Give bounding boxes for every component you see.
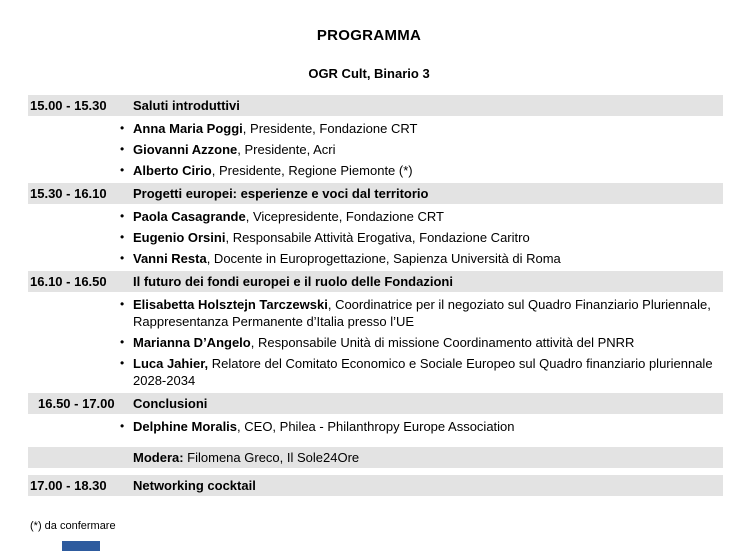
session-title: Saluti introduttivi [133,98,240,113]
program-schedule [28,95,723,496]
session-title: Progetti europei: esperienze e voci dal territorio [133,186,429,201]
session [28,271,723,389]
speaker-item [120,162,723,179]
speaker-list [28,418,723,435]
speaker-name: Alberto Cirio [133,163,212,178]
speaker-name: Paola Casagrande [133,209,246,224]
speaker-item [120,120,723,137]
session-time: 16.50 - 17.00 [38,396,115,411]
speaker-detail: , Responsabile Attività Erogativa, Fondazione Caritro [225,230,530,245]
bullet-icon: • [120,121,125,135]
speaker-name: Marianna D’Angelo [133,335,251,350]
bullet-icon: • [120,297,125,311]
speaker-name: Eugenio Orsini [133,230,226,245]
speaker-name: Vanni Resta [133,251,207,266]
speaker-item [120,418,723,435]
moderator-bar [28,447,723,468]
bullet-icon: • [120,356,125,370]
speaker-item [120,229,723,246]
session [28,393,723,435]
bullet-icon: • [120,163,125,177]
session-title: Conclusioni [133,396,208,411]
speaker-detail: , Presidente, Acri [237,142,336,157]
speaker-detail: , Presidente, Fondazione CRT [242,121,418,136]
session-time: 17.00 - 18.30 [30,478,107,493]
footnote: (*) da confermare [30,520,116,532]
speaker-item [120,334,723,351]
footer-logo-fragment [62,541,100,551]
speaker-item [120,208,723,225]
page-subtitle: OGR Cult, Binario 3 [308,66,430,81]
session-time: 15.30 - 16.10 [30,186,107,201]
session-bar [28,95,723,116]
bullet-icon: • [120,230,125,244]
session-bar [28,271,723,292]
moderator-text: Filomena Greco, Il Sole24Ore [183,450,360,465]
session-bar [28,183,723,204]
speaker-list [28,120,723,179]
session-title: Il futuro dei fondi europei e il ruolo delle Fondazioni [133,274,453,289]
bullet-icon: • [120,142,125,156]
speaker-name: Anna Maria Poggi [133,121,243,136]
session-title: Networking cocktail [133,478,256,493]
speaker-name: Giovanni Azzone [133,142,238,157]
speaker-item [120,250,723,267]
speaker-item [120,355,723,389]
speaker-list [28,296,723,389]
speaker-list [28,208,723,267]
session-bar [28,475,723,496]
speaker-name: Luca Jahier, [133,356,209,371]
moderator-label: Modera: [133,450,184,465]
bullet-icon: • [120,419,125,433]
speaker-detail: , Presidente, Regione Piemonte (*) [211,163,413,178]
speaker-name: Elisabetta Holsztejn Tarczewski [133,297,328,312]
speaker-detail: , Docente in Europrogettazione, Sapienza Università di Roma [206,251,561,266]
bullet-icon: • [120,335,125,349]
bullet-icon: • [120,251,125,265]
page-title: PROGRAMMA [316,27,422,44]
speaker-detail: , Responsabile Unità di missione Coordinamento attività del PNRR [250,335,635,350]
speaker-item [120,141,723,158]
speaker-item [120,296,723,330]
session-time: 15.00 - 15.30 [30,98,107,113]
speaker-detail: Relatore del Comitato Economico e Sociale Europeo sul Quadro finanziario pluriennale 2028-2034 [133,356,713,388]
speaker-detail: , CEO, Philea - Philanthropy Europe Association [237,419,515,434]
session [28,475,723,496]
session-time: 16.10 - 16.50 [30,274,107,289]
session-bar [28,393,723,414]
speaker-detail: , Coordinatrice per il negoziato sul Quadro Finanziario Pluriennale, Rappresentanza Permanente d’Italia presso l’UE [133,297,711,329]
speaker-detail: , Vicepresidente, Fondazione CRT [245,209,444,224]
bullet-icon: • [120,209,125,223]
session [28,183,723,267]
session [28,95,723,179]
speaker-name: Delphine Moralis [133,419,238,434]
